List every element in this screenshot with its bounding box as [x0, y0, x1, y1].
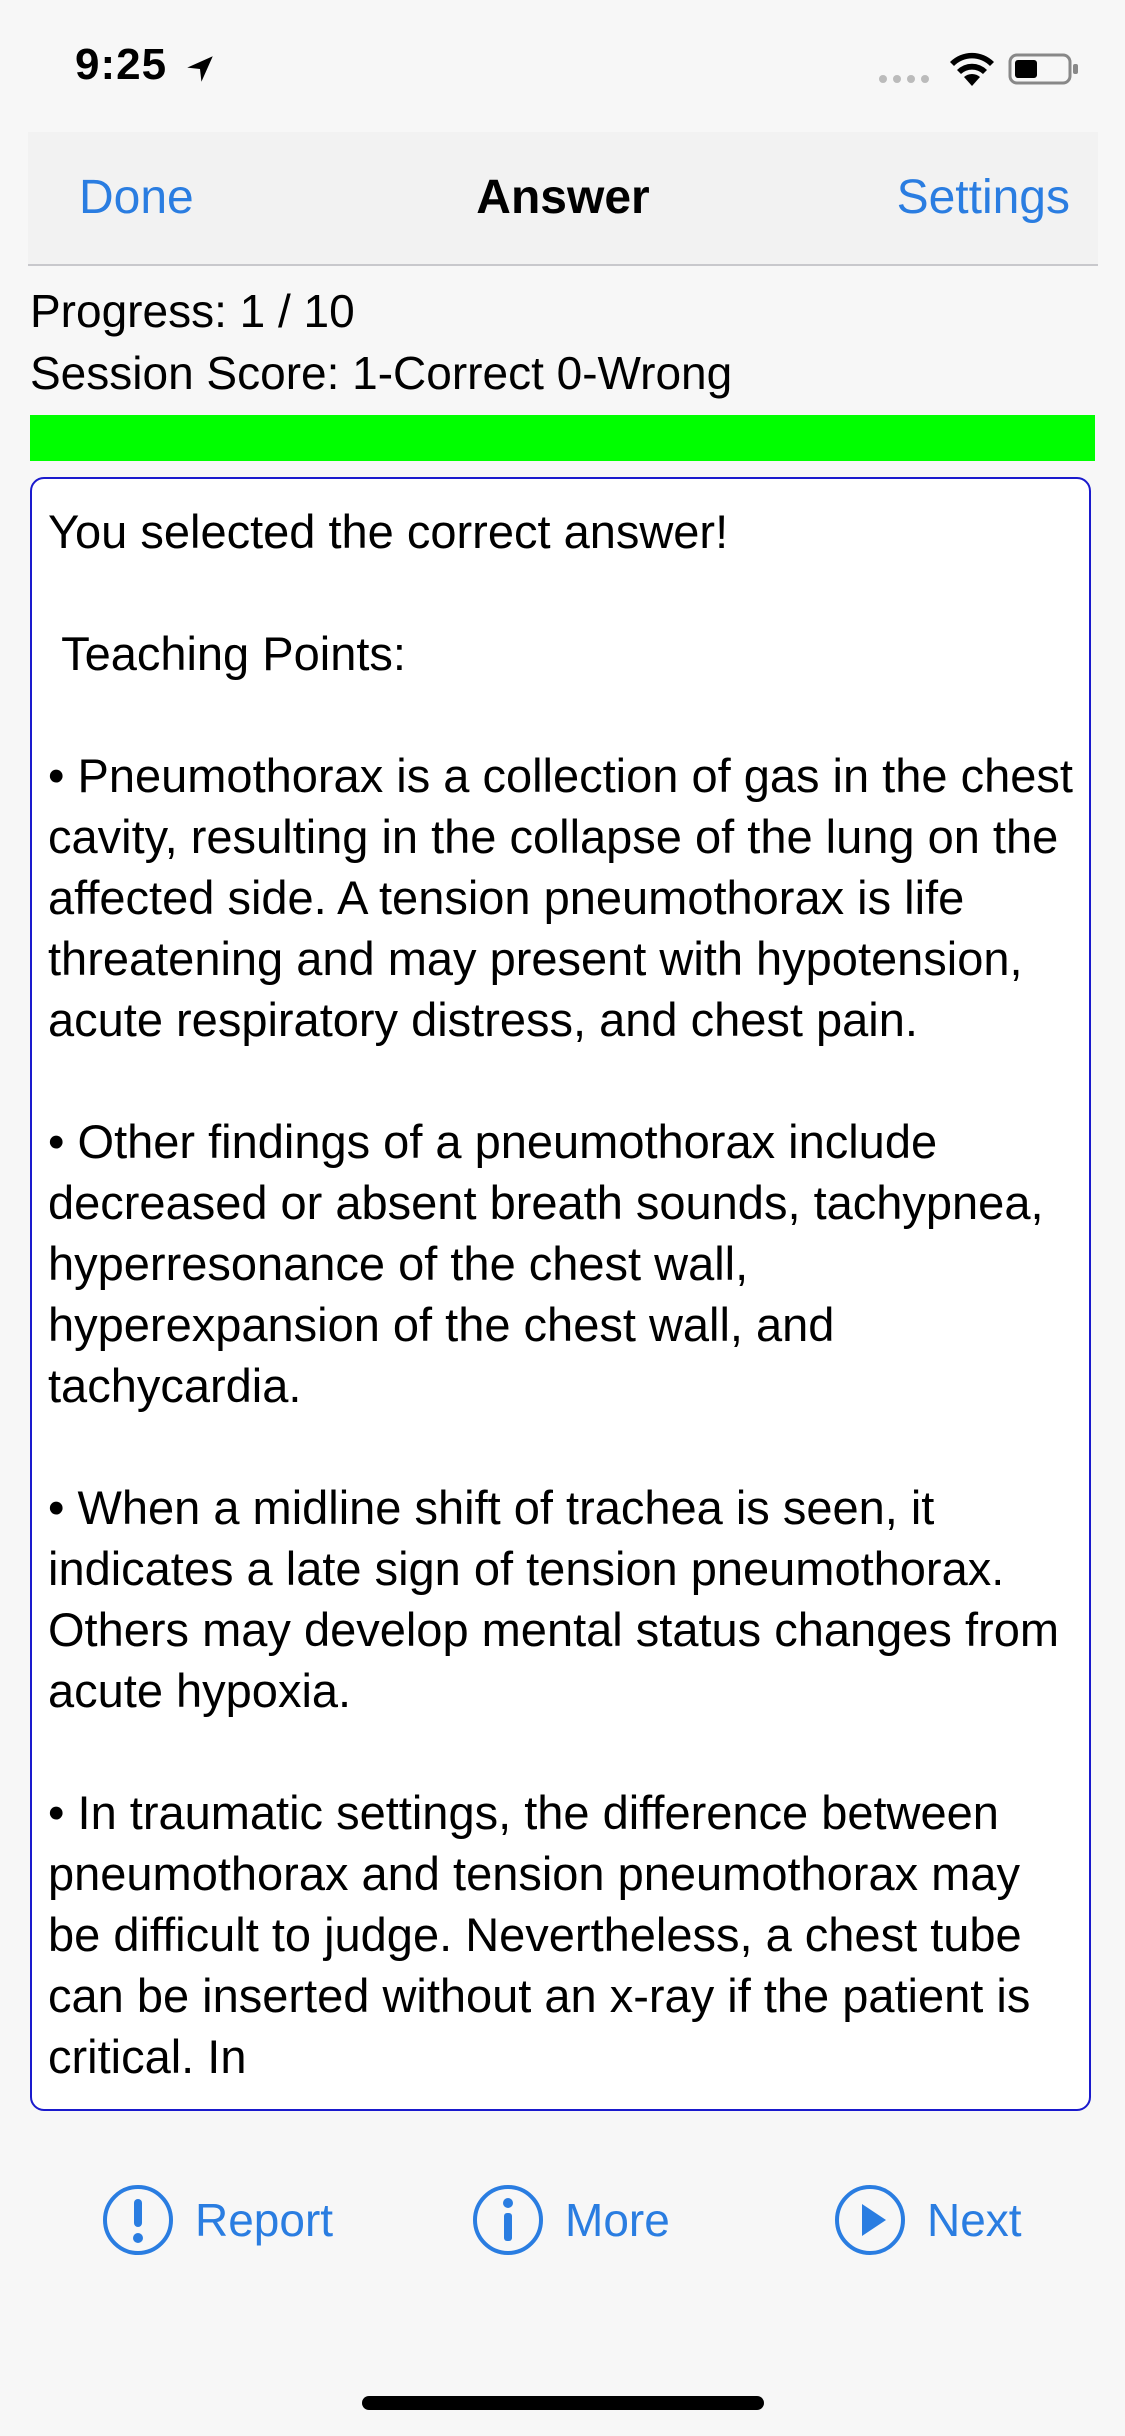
answer-text: You selected the correct answer! Teaching Points: • Pneumothorax is a collection of gas in the chest cavity, resulting in the collapse of the lung on the affected side. A tension pneumothorax is life threatening and may present with hypotension, acute respiratory distress, and chest pain. • Other findings of a pneumothorax include decreased or absent breath sounds, tachypnea, hyperresonance of the chest wall, hyperexpansion of the chest wall, and tachycardia. • When a midline shift of trachea is seen, it indicates a late sign of tension pneumothorax. Others may develop mental status changes from acute hypoxia. • In traumatic settings, the difference between pneumothorax and tension pneumothorax may be difficult to judge. Nevertheless, a chest tube can be inserted without an x-ray if the patient is critical. In — [48, 505, 1073, 2083]
more-label: More — [565, 2194, 670, 2246]
answer-text-view[interactable] — [30, 477, 1091, 2111]
info-circle-icon — [471, 2183, 545, 2257]
progress-info — [30, 280, 732, 404]
bottom-toolbar — [0, 2170, 1125, 2270]
settings-button[interactable]: Settings — [896, 171, 1070, 224]
next-label: Next — [927, 2194, 1022, 2246]
play-circle-icon — [833, 2183, 907, 2257]
more-button[interactable] — [471, 2180, 670, 2260]
status-time: 9:25 — [75, 40, 168, 89]
wifi-icon — [948, 50, 996, 88]
progress-fill — [30, 415, 1095, 461]
report-button[interactable] — [101, 2180, 333, 2260]
session-score: Session Score: 1-Correct 0-Wrong — [30, 347, 733, 399]
nav-bar — [28, 132, 1098, 266]
home-indicator[interactable] — [362, 2396, 764, 2410]
next-button[interactable] — [833, 2180, 1022, 2260]
location-arrow-icon — [183, 52, 217, 86]
exclamation-circle-icon — [101, 2183, 175, 2257]
progress-label: Progress: 1 / 10 — [30, 285, 355, 337]
status-bar — [0, 0, 1125, 140]
page-title: Answer — [476, 171, 650, 224]
done-button[interactable]: Done — [79, 171, 194, 224]
battery-icon — [1008, 52, 1080, 86]
signal-dots-icon — [878, 74, 932, 84]
report-label: Report — [195, 2194, 334, 2246]
progress-bar — [30, 415, 1095, 461]
